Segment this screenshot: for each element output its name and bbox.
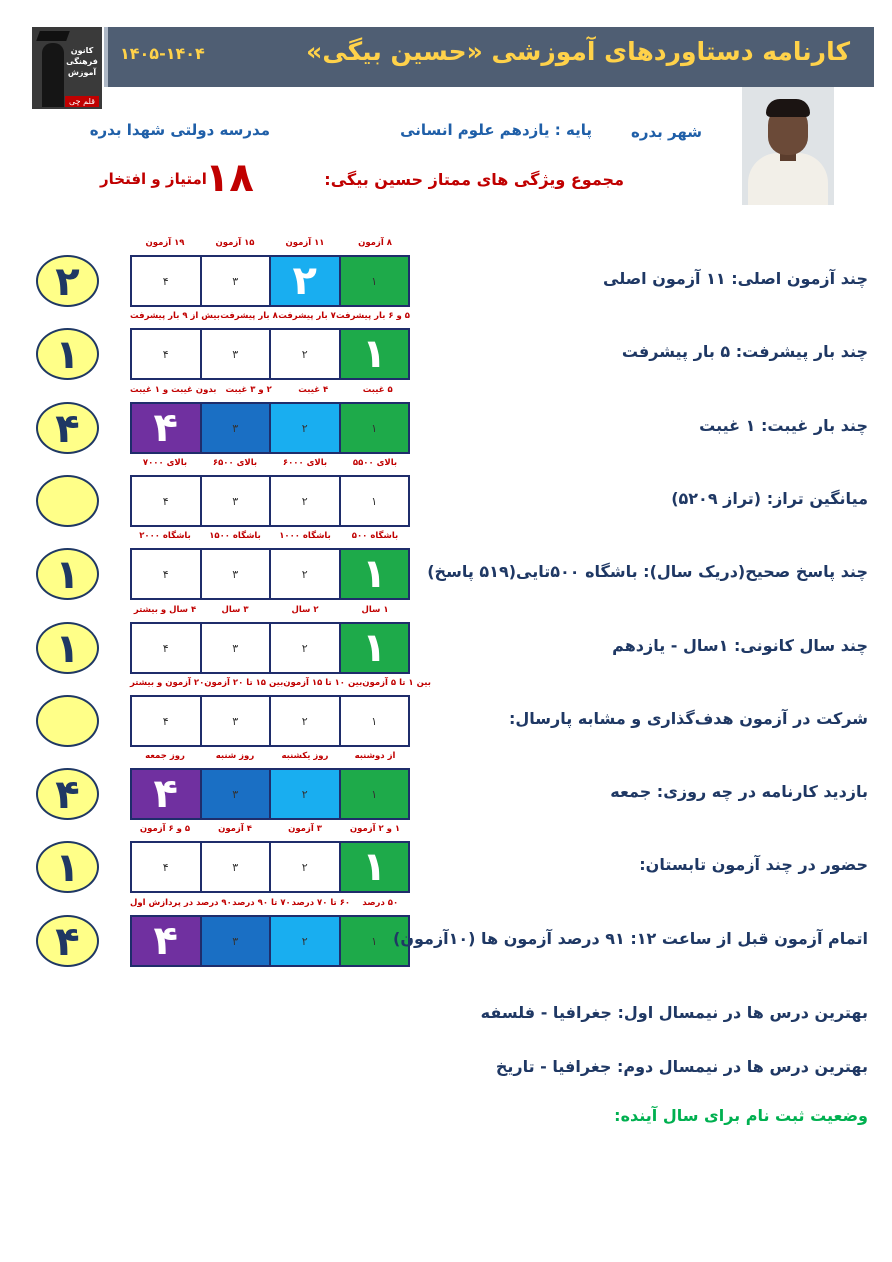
threshold-label: ۱ سال: [361, 605, 389, 615]
threshold-label: روز جمعه: [145, 751, 185, 761]
threshold-label: بالای ۶۰۰۰: [282, 458, 328, 468]
threshold-label: ۴ سال و بیشتر: [133, 605, 197, 615]
threshold-label: ۷ بار پیشرفت: [278, 311, 336, 321]
threshold-label: ۵ و ۶ آزمون: [139, 824, 191, 834]
student-photo: [742, 87, 834, 205]
row-thresholds: [130, 605, 410, 619]
level-grid: [130, 255, 410, 307]
threshold-label: ۶۰ تا ۷۰ درصد: [291, 898, 351, 908]
level-cell: ۴: [132, 624, 200, 672]
threshold-label: ۱۵ آزمون: [215, 238, 255, 248]
threshold-label: روز یکشنبه: [281, 751, 329, 761]
threshold-label: ۴ غیبت: [298, 385, 329, 395]
report-title: کارنامه دستاوردهای آموزشی «حسین بیگی»: [306, 37, 850, 66]
row-thresholds: [130, 751, 410, 765]
level-cell: ۲: [271, 624, 339, 672]
threshold-label: بالای ۷۰۰۰: [142, 458, 188, 468]
threshold-label: ۵ و ۶ بار پیشرفت: [336, 311, 410, 321]
level-cell: ۳: [202, 624, 270, 672]
level-cell: ۲: [271, 477, 339, 525]
threshold-label: بدون غیبت و ۱ غیبت: [130, 385, 217, 395]
level-cell: ۱: [341, 697, 409, 745]
threshold-label: باشگاه ۱۵۰۰: [209, 531, 261, 541]
level-cell: ۴: [132, 697, 200, 745]
threshold-label: ۲ و ۳ غیبت: [225, 385, 272, 395]
level-cell: ۴: [132, 843, 200, 891]
grade-label: پایه : یازدهم علوم انسانی: [400, 121, 592, 139]
level-cell: ۱: [341, 404, 409, 452]
level-grid: [130, 548, 410, 600]
threshold-label: ۱۱ آزمون: [285, 238, 325, 248]
level-cell: ۳: [202, 550, 270, 598]
row-label: چند سال کانونی: ۱سال - یازدهم: [612, 636, 868, 655]
logo-red-label: قلم چی: [65, 96, 99, 107]
threshold-label: ۲ سال: [291, 605, 319, 615]
level-grid: [130, 768, 410, 820]
logo-text: کانون فرهنگی آموزش: [66, 46, 98, 77]
threshold-label: ۲۰ آزمون و بیشتر: [130, 678, 205, 688]
row-score-badge: [36, 475, 99, 527]
kanoon-logo: [32, 27, 102, 109]
best-subjects-second-term: بهترین درس ها در نیمسال دوم: جغرافیا - تاریخ: [495, 1057, 868, 1076]
row-thresholds: [130, 678, 431, 692]
level-cell: ۳: [202, 257, 270, 305]
level-cell: ۴: [132, 917, 200, 965]
level-cell: ۴: [132, 770, 200, 818]
row-thresholds: [130, 238, 410, 252]
threshold-label: باشگاه ۱۰۰۰: [279, 531, 331, 541]
threshold-label: ۹۰ درصد در پردازش اول: [130, 898, 232, 908]
level-cell: ۱: [341, 330, 409, 378]
level-cell: ۱: [341, 917, 409, 965]
level-cell: ۲: [271, 330, 339, 378]
level-cell: ۴: [132, 550, 200, 598]
level-cell: ۱: [341, 843, 409, 891]
row-label: چند آزمون اصلی: ۱۱ آزمون اصلی: [603, 269, 868, 288]
row-score-badge: ۱: [36, 622, 99, 674]
row-label: میانگین تراز: (تراز ۵۲۰۹): [671, 489, 868, 508]
registration-status: وضعیت ثبت نام برای سال آینده:: [614, 1106, 868, 1125]
threshold-label: بالای ۵۵۰۰: [352, 458, 398, 468]
row-thresholds: [130, 458, 410, 472]
graduation-cap-icon: [36, 31, 70, 41]
level-cell: ۲: [271, 550, 339, 598]
threshold-label: ۸ بار پیشرفت: [220, 311, 278, 321]
row-label: شرکت در آزمون هدف‌گذاری و مشابه پارسال:: [509, 709, 868, 728]
level-grid: [130, 841, 410, 893]
level-cell: ۱: [341, 770, 409, 818]
level-cell: ۱: [341, 624, 409, 672]
row-thresholds: [130, 385, 410, 399]
threshold-label: ۱ و ۲ آزمون: [349, 824, 401, 834]
threshold-label: از دوشنبه: [354, 751, 396, 761]
threshold-label: بین ۱۵ تا ۲۰ آزمون: [204, 678, 284, 688]
features-label: مجموع ویژگی های ممتاز حسین بیگی:: [324, 170, 624, 189]
level-cell: ۳: [202, 330, 270, 378]
level-grid: [130, 915, 410, 967]
threshold-label: ۳ آزمون: [288, 824, 322, 834]
row-thresholds: [130, 824, 410, 838]
threshold-label: روز شنبه: [215, 751, 255, 761]
threshold-label: ۷۰ تا ۹۰ درصد: [232, 898, 291, 908]
threshold-label: بیش از ۹ بار پیشرفت: [130, 311, 220, 321]
score-label: امتیاز و افتخار: [100, 170, 207, 188]
row-label: حضور در چند آزمون تابستان:: [639, 855, 868, 874]
level-cell: ۳: [202, 697, 270, 745]
level-cell: ۳: [202, 404, 270, 452]
level-cell: ۳: [202, 770, 270, 818]
row-label: بازدید کارنامه در چه روزی: جمعه: [610, 782, 868, 801]
threshold-label: ۸ آزمون: [358, 238, 392, 248]
graduate-figure-icon: [42, 43, 64, 107]
level-grid: [130, 475, 410, 527]
level-cell: ۴: [132, 404, 200, 452]
threshold-label: ۱۹ آزمون: [145, 238, 185, 248]
threshold-label: بین ۱ تا ۵ آزمون: [362, 678, 431, 688]
level-grid: [130, 328, 410, 380]
row-score-badge: ۴: [36, 402, 99, 454]
level-grid: [130, 622, 410, 674]
row-score-badge: ۱: [36, 841, 99, 893]
level-cell: ۱: [341, 550, 409, 598]
level-cell: ۳: [202, 843, 270, 891]
threshold-label: ۵۰ درصد: [362, 898, 399, 908]
row-thresholds: [130, 311, 410, 325]
level-cell: ۲: [271, 404, 339, 452]
threshold-label: بین ۱۰ تا ۱۵ آزمون: [283, 678, 363, 688]
threshold-label: باشگاه ۵۰۰: [351, 531, 399, 541]
level-cell: ۲: [271, 770, 339, 818]
row-score-badge: ۱: [36, 548, 99, 600]
header-bar: [104, 27, 874, 87]
level-cell: ۴: [132, 257, 200, 305]
threshold-label: بالای ۶۵۰۰: [212, 458, 258, 468]
level-cell: ۲: [271, 843, 339, 891]
level-cell: ۴: [132, 330, 200, 378]
row-label: چند بار پیشرفت: ۵ بار پیشرفت: [621, 342, 868, 361]
level-cell: ۲: [271, 257, 339, 305]
city-label: شهر بدره: [631, 123, 702, 141]
level-cell: ۳: [202, 477, 270, 525]
level-cell: ۲: [271, 917, 339, 965]
threshold-label: ۳ سال: [221, 605, 249, 615]
level-grid: [130, 695, 410, 747]
row-label: چند بار غیبت: ۱ غیبت: [699, 416, 868, 435]
row-score-badge: ۲: [36, 255, 99, 307]
row-score-badge: ۱: [36, 328, 99, 380]
level-cell: ۱: [341, 477, 409, 525]
row-label: اتمام آزمون قبل از ساعت ۱۲: ۹۱ درصد آزمون ها (۱۰آزمون): [393, 929, 868, 948]
level-cell: ۲: [271, 697, 339, 745]
row-thresholds: [130, 898, 410, 912]
row-score-badge: ۴: [36, 915, 99, 967]
row-score-badge: ۴: [36, 768, 99, 820]
threshold-label: ۵ غیبت: [362, 385, 393, 395]
best-subjects-first-term: بهترین درس ها در نیمسال اول: جغرافیا - فلسفه: [480, 1003, 868, 1022]
row-label: چند پاسخ صحیح(دریک سال): باشگاه ۵۰۰تایی(۵۱۹ پاسخ): [427, 562, 868, 581]
school-label: مدرسه دولتی شهدا بدره: [89, 121, 270, 139]
total-score: ۱۸: [205, 155, 254, 201]
level-cell: ۱: [341, 257, 409, 305]
row-thresholds: [130, 531, 410, 545]
academic-year: ۱۴۰۵-۱۴۰۴: [120, 44, 205, 63]
level-grid: [130, 402, 410, 454]
level-cell: ۳: [202, 917, 270, 965]
level-cell: ۴: [132, 477, 200, 525]
threshold-label: ۴ آزمون: [218, 824, 252, 834]
row-score-badge: [36, 695, 99, 747]
threshold-label: باشگاه ۲۰۰۰: [139, 531, 191, 541]
